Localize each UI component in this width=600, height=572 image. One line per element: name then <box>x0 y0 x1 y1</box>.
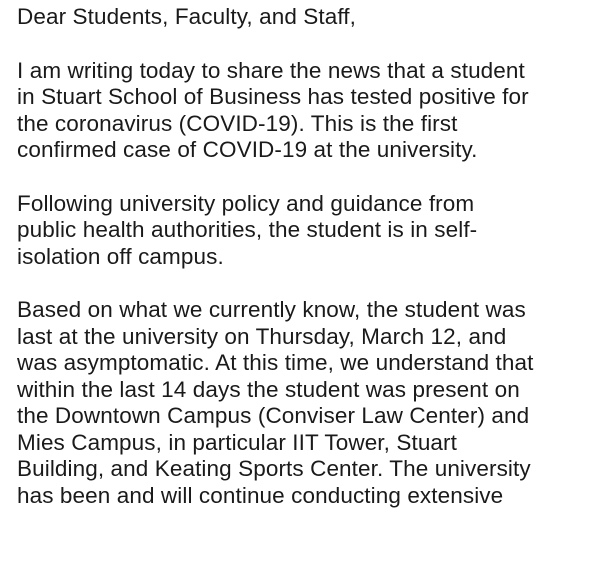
paragraph-line: confirmed case of COVID-19 at the university. <box>17 137 478 162</box>
paragraph-line: public health authorities, the student is in self- <box>17 217 478 242</box>
paragraph-line: Following university policy and guidance from <box>17 190 475 216</box>
paragraph-line: in Stuart School of Business has tested positive for <box>17 84 529 109</box>
paragraph-line: the coronavirus (COVID-19). This is the first <box>17 110 458 136</box>
message-body <box>17 4 592 509</box>
paragraph-line: was asymptomatic. At this time, we understand that <box>17 350 534 375</box>
paragraph-gap <box>17 164 592 191</box>
paragraph-gap <box>17 31 592 58</box>
paragraph-line: Mies Campus, in particular IIT Tower, Stuart <box>17 429 457 455</box>
paragraph-line: I am writing today to share the news that a student <box>17 57 525 83</box>
paragraph-line: within the last 14 days the student was present on <box>17 376 520 402</box>
paragraph-line: Building, and Keating Sports Center. The university <box>17 456 531 481</box>
paragraph-gap <box>17 270 592 297</box>
paragraph-line: has been and will continue conducting extensive <box>17 482 504 508</box>
greeting: Dear Students, Faculty, and Staff, <box>17 4 356 29</box>
paragraph-line: Based on what we currently know, the student was <box>17 297 526 322</box>
paragraph-line: isolation off campus. <box>17 243 224 269</box>
paragraph-line: the Downtown Campus (Conviser Law Center) and <box>17 403 530 428</box>
paragraph-line: last at the university on Thursday, March 12, and <box>17 323 507 349</box>
paragraph-1 <box>17 58 592 164</box>
paragraph-2 <box>17 191 592 271</box>
paragraph-3 <box>17 297 592 509</box>
